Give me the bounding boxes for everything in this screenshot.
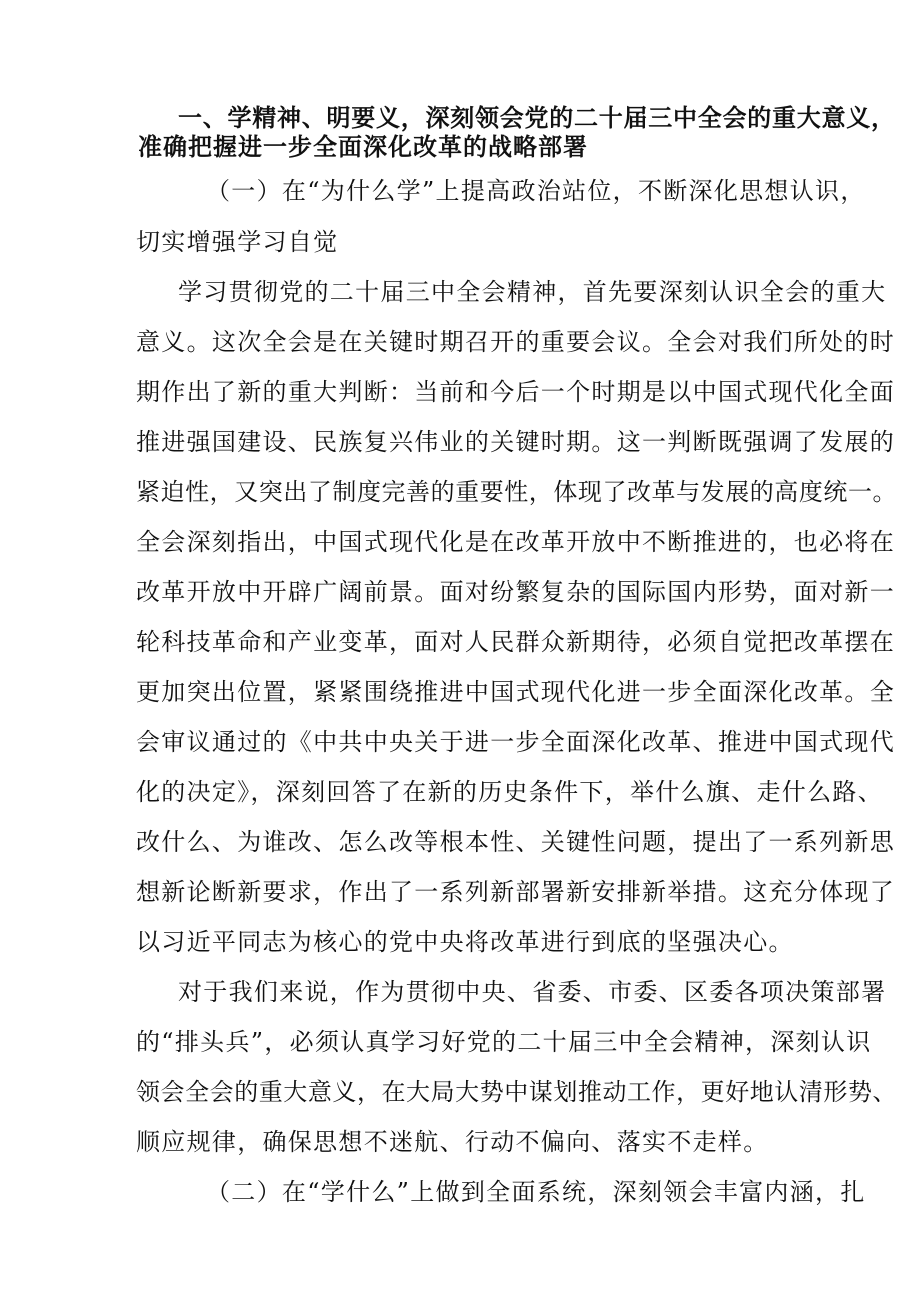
heading-1-line-2: 准确把握进一步全面深化改革的战略部署 [138,132,588,161]
subheading-1-line-1: （一）在“为什么学”上提高政治站位，不断深化思想认识， [206,177,866,205]
subheading-1-line-2: 切实增强学习自觉 [136,228,339,256]
paragraph-2-line: 对于我们来说，作为贯彻中央、省委、市委、区委各项决策部署 [178,978,887,1006]
paragraph-1-line: 学习贯彻党的二十届三中全会精神，首先要深刻认识全会的重大 [178,278,887,306]
paragraph-2-line: 的“排头兵”，必须认真学习好党的二十届三中全会精神，深刻认识 [136,1028,872,1056]
paragraph-1-line: 想新论断新要求，作出了一系列新部署新安排新举措。这充分体现了 [136,878,895,906]
paragraph-1-line: 以习近平同志为核心的党中央将改革进行到底的坚强决心。 [136,928,794,956]
paragraph-1-line: 会审议通过的《中共中央关于进一步全面深化改革、推进中国式现代 [136,728,895,756]
paragraph-1-line: 化的决定》，深刻回答了在新的历史条件下，举什么旗、走什么路、 [136,778,883,806]
subheading-2-line-1: （二）在“学什么”上做到全面系统，深刻领会丰富内涵，扎 [206,1178,866,1206]
paragraph-1-line: 改什么、为谁改、怎么改等根本性、关键性问题，提出了一系列新思 [136,828,895,856]
paragraph-1-line: 轮科技革命和产业变革，面对人民群众新期待，必须自觉把改革摆在 [136,628,895,656]
paragraph-1-line: 改革开放中开辟广阔前景。面对纷繁复杂的国际国内形势，面对新一 [136,578,895,606]
paragraph-2-line: 顺应规律，确保思想不迷航、行动不偏向、落实不走样。 [136,1128,769,1156]
paragraph-2-line: 领会全会的重大意义，在大局大势中谋划推动工作，更好地认清形势、 [136,1078,898,1106]
paragraph-1-line: 更加突出位置，紧紧围绕推进中国式现代化进一步全面深化改革。全 [136,678,895,706]
paragraph-1-line: 紧迫性，又突出了制度完善的重要性，体现了改革与发展的高度统一。 [136,478,898,506]
paragraph-1-line: 全会深刻指出，中国式现代化是在改革开放中不断推进的，也必将在 [136,528,895,556]
heading-1-line-1: 一、学精神、明要义，深刻领会党的二十届三中全会的重大意义， [178,103,896,132]
paragraph-1-line: 推进强国建设、民族复兴伟业的关键时期。这一判断既强调了发展的 [136,428,895,456]
paragraph-1-line: 意义。这次全会是在关键时期召开的重要会议。全会对我们所处的时 [136,328,895,356]
paragraph-1-line: 期作出了新的重大判断：当前和今后一个时期是以中国式现代化全面 [136,378,895,406]
